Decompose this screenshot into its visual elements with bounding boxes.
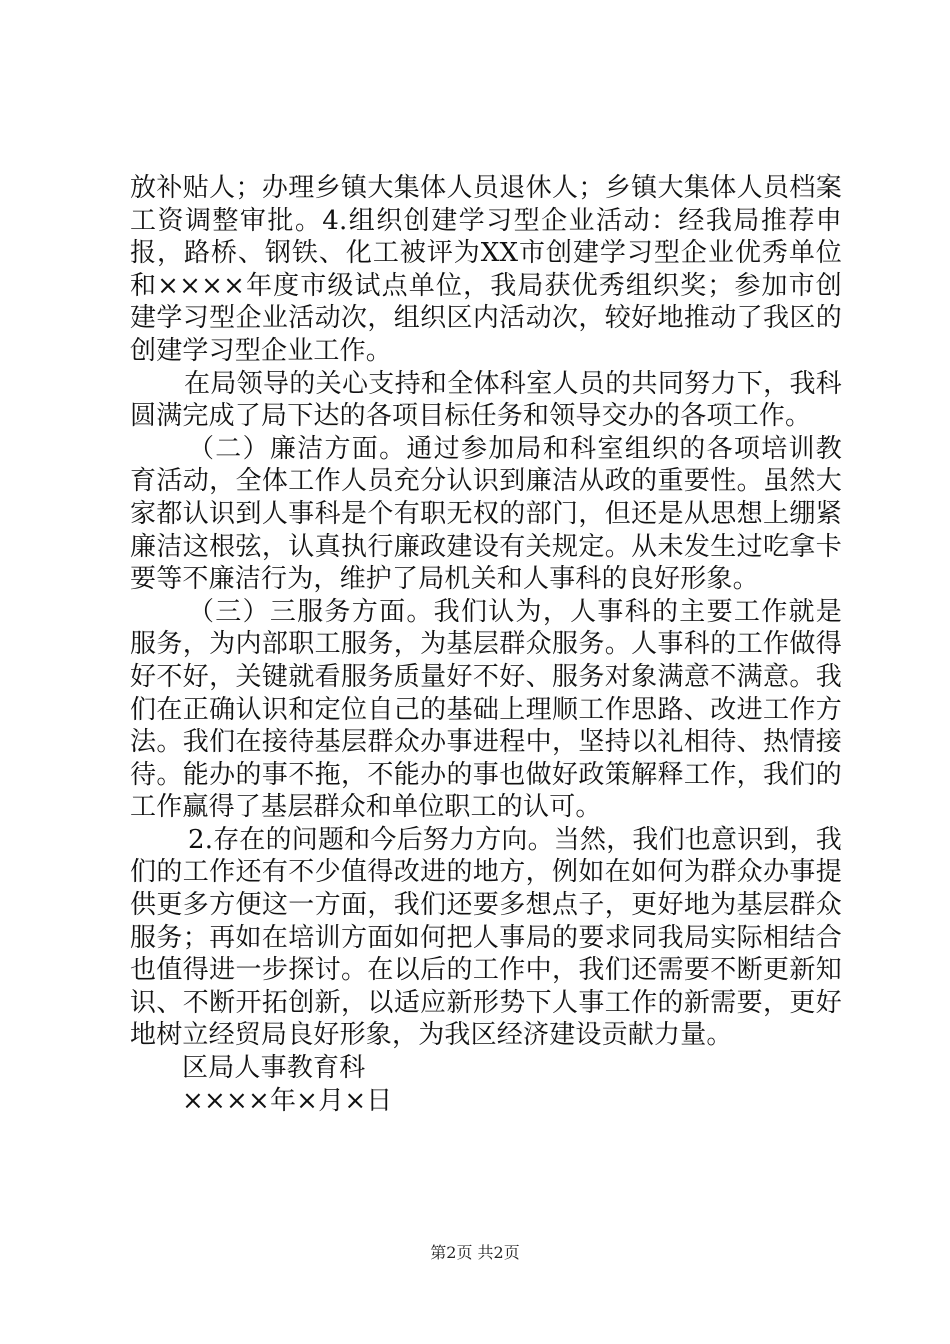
paragraph-integrity: （二）廉洁方面。通过参加局和科室组织的各项培训教育活动，全体工作人员充分认识到廉洁从政的重要性。虽然大家都认识到人事科是个有职无权的部门，但还是从思想上绷紧廉洁这根弦，认真执行廉政建设有关规定。从未发生过吃拿卡要等不廉洁行为，维护了局机关和人事科的良好形象。	[130, 433, 842, 595]
paragraph-problems: 2.存在的问题和今后努力方向。当然，我们也意识到，我们的工作还有不少值得改进的地方，例如在如何为群众办事提供更多方便这一方面，我们还要多想点子，更好地为基层群众服务；再如在培训方面如何把人事局的要求同我局实际相结合也值得进一步探讨。在以后的工作中，我们还需要不断更新知识、不断开拓创新，以适应新形势下人事工作的新需要，更好地树立经贸局良好形象，为我区经济建设贡献力量。	[130, 824, 843, 1051]
signature-date: ××××年×月×日	[182, 1085, 393, 1116]
paragraph-continuation: 放补贴人；办理乡镇大集体人员退休人；乡镇大集体人员档案工资调整审批。4.组织创建学习型企业活动：经我局推荐申报，路桥、钢铁、化工被评为XX市创建学习型企业优秀单位和××××年度市级试点单位，我局获优秀组织奖；参加市创建学习型企业活动次，组织区内活动次，较好地推动了我区的创建学习型企业工作。	[130, 173, 842, 366]
document-body	[130, 172, 842, 1117]
signature-department: 区局人事教育科	[182, 1053, 366, 1084]
paragraph-summary: 在局领导的关心支持和全体科室人员的共同努力下，我科圆满完成了局下达的各项目标任务和领导交办的各项工作。	[130, 368, 842, 432]
paragraph-service: （三）三服务方面。我们认为，人事科的主要工作就是服务，为内部职工服务，为基层群众服务。人事科的工作做得好不好，关键就看服务质量好不好、服务对象满意不满意。我们在正确认识和定位自己的基础上理顺工作思路、改进工作方法。我们在接待基层群众办事进程中，坚持以礼相待、热情接待。能办的事不拖，不能办的事也做好政策解释工作，我们的工作赢得了基层群众和单位职工的认可。	[130, 596, 842, 823]
page-footer: 第2页 共2页	[430, 1243, 520, 1262]
